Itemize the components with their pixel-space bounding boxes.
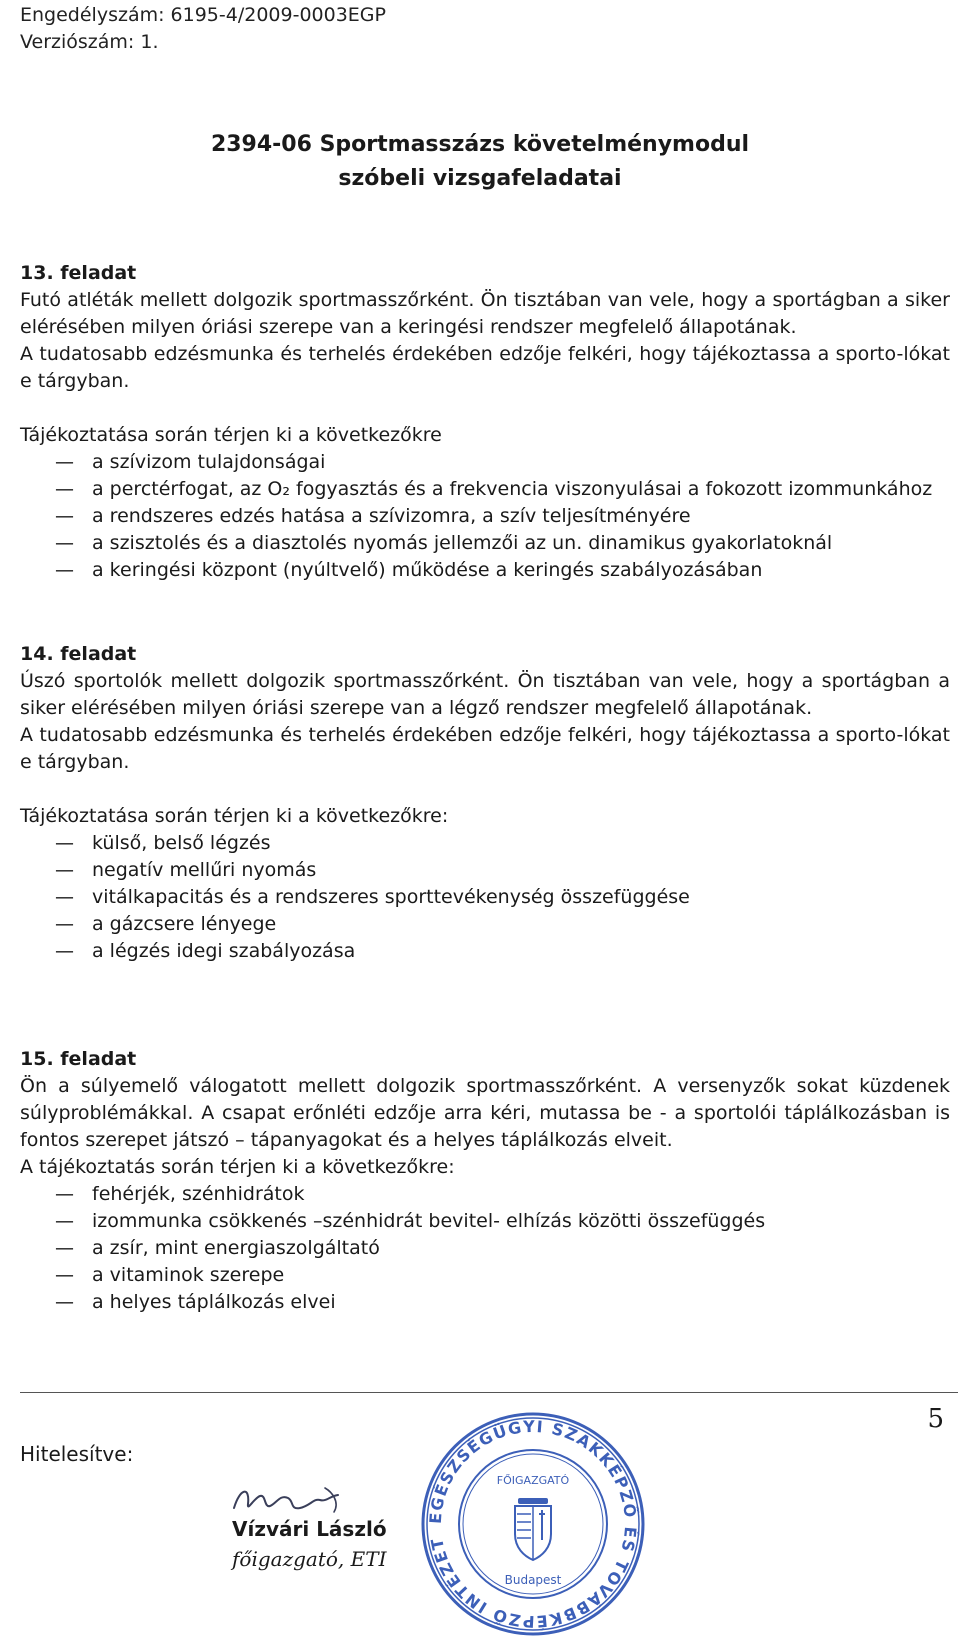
stamp-inner-text: FŐIGAZGATÓ <box>496 1474 570 1487</box>
list-item: — izommunka csökkenés –szénhidrát bevitel- elhízás közötti összefüggés <box>20 1208 950 1235</box>
list-item: — a rendszeres edzés hatása a szívizomra, a szív teljesítményére <box>20 503 950 530</box>
task-13-section <box>20 260 950 584</box>
list-item: — negatív mellűri nyomás <box>20 857 950 884</box>
page-number: 5 <box>927 1404 944 1434</box>
signer-role: főigazgató, ETI <box>232 1547 387 1571</box>
signer-block <box>232 1514 387 1574</box>
list-item: — a gázcsere lényege <box>20 911 950 938</box>
certified-label: Hitelesítve: <box>20 1442 134 1466</box>
official-stamp <box>418 1410 648 1638</box>
list-item: — a helyes táplálkozás elvei <box>20 1289 950 1316</box>
task-15-intro: A tájékoztatás során térjen ki a következőkre: <box>20 1156 455 1178</box>
document-header <box>20 2 386 56</box>
list-item: — a szisztolés és a diasztolés nyomás jellemzői az un. dinamikus gyakorlatoknál <box>20 530 950 557</box>
list-item: — fehérjék, szénhidrátok <box>20 1181 950 1208</box>
list-item: — a vitaminok szerepe <box>20 1262 950 1289</box>
page-title-line-1: 2394-06 Sportmasszázs követelménymodul <box>210 132 750 157</box>
task-15-list <box>20 1181 950 1316</box>
task-14-paragraph-1: Úszó sportolók mellett dolgozik sportmasszőrként. Ön tisztában van vele, hogy a sportágban a siker elérésében milyen óriási szerepe van a légző rendszer megfelelő állapotának. <box>20 670 950 719</box>
task-13-paragraph-1: Futó atléták mellett dolgozik sportmasszőrként. Ön tisztában van vele, hogy a sportágban a siker elérésében milyen óriási szerepe van a keringési rendszer megfelelő állapotának. <box>20 289 950 338</box>
footer-divider <box>20 1392 958 1393</box>
list-item: — a zsír, mint energiaszolgáltató <box>20 1235 950 1262</box>
task-14-intro: Tájékoztatása során térjen ki a következőkre: <box>20 805 449 827</box>
stamp-city: Budapest <box>504 1573 562 1587</box>
task-14-section <box>20 641 950 965</box>
license-number: Engedélyszám: 6195-4/2009-0003EGP <box>20 4 386 26</box>
version-number: Verziószám: 1. <box>20 31 159 53</box>
page-title-line-2: szóbeli vizsgafeladatai <box>338 166 622 191</box>
page-title <box>0 128 960 196</box>
task-15-section <box>20 1046 950 1316</box>
task-13-paragraph-2: A tudatosabb edzésmunka és terhelés érdekében edzője felkéri, hogy tájékoztassa a sporto-lókat e tárgyban. <box>20 343 950 392</box>
list-item: — a perctérfogat, az O₂ fogyasztás és a frekvencia viszonyulásai a fokozott izommunkához <box>20 476 950 503</box>
signer-name: Vízvári László <box>232 1517 387 1541</box>
coat-of-arms-icon <box>515 1498 551 1560</box>
task-14-title: 14. feladat <box>20 643 137 665</box>
list-item: — a légzés idegi szabályozása <box>20 938 950 965</box>
task-14-list <box>20 830 950 965</box>
task-15-title: 15. feladat <box>20 1048 137 1070</box>
task-13-title: 13. feladat <box>20 262 137 284</box>
task-13-intro: Tájékoztatása során térjen ki a következőkre <box>20 424 442 446</box>
stamp-outer-text: EGÉSZSÉGÜGYI SZAKKÉPZŐ ÉS TOVÁBBKÉPZŐ INTÉZET <box>425 1416 641 1632</box>
task-14-paragraph-2: A tudatosabb edzésmunka és terhelés érdekében edzője felkéri, hogy tájékoztassa a sporto-lókat e tárgyban. <box>20 724 950 773</box>
list-item: — a szívizom tulajdonságai <box>20 449 950 476</box>
list-item: — vitálkapacitás és a rendszeres sporttevékenység összefüggése <box>20 884 950 911</box>
task-15-paragraph-1: Ön a súlyemelő válogatott mellett dolgozik sportmasszőrként. A versenyzők sokat küzdenek súlyproblémákkal. A csapat erőnléti edzője arra kéri, mutassa be - a sportolói táplálkozásban is fontos szerepet játszó – tápanyagokat és a helyes táplálkozás elveit. <box>20 1075 950 1151</box>
list-item: — a keringési központ (nyúltvelő) működése a keringés szabályozásában <box>20 557 950 584</box>
task-13-list <box>20 449 950 584</box>
list-item: — külső, belső légzés <box>20 830 950 857</box>
